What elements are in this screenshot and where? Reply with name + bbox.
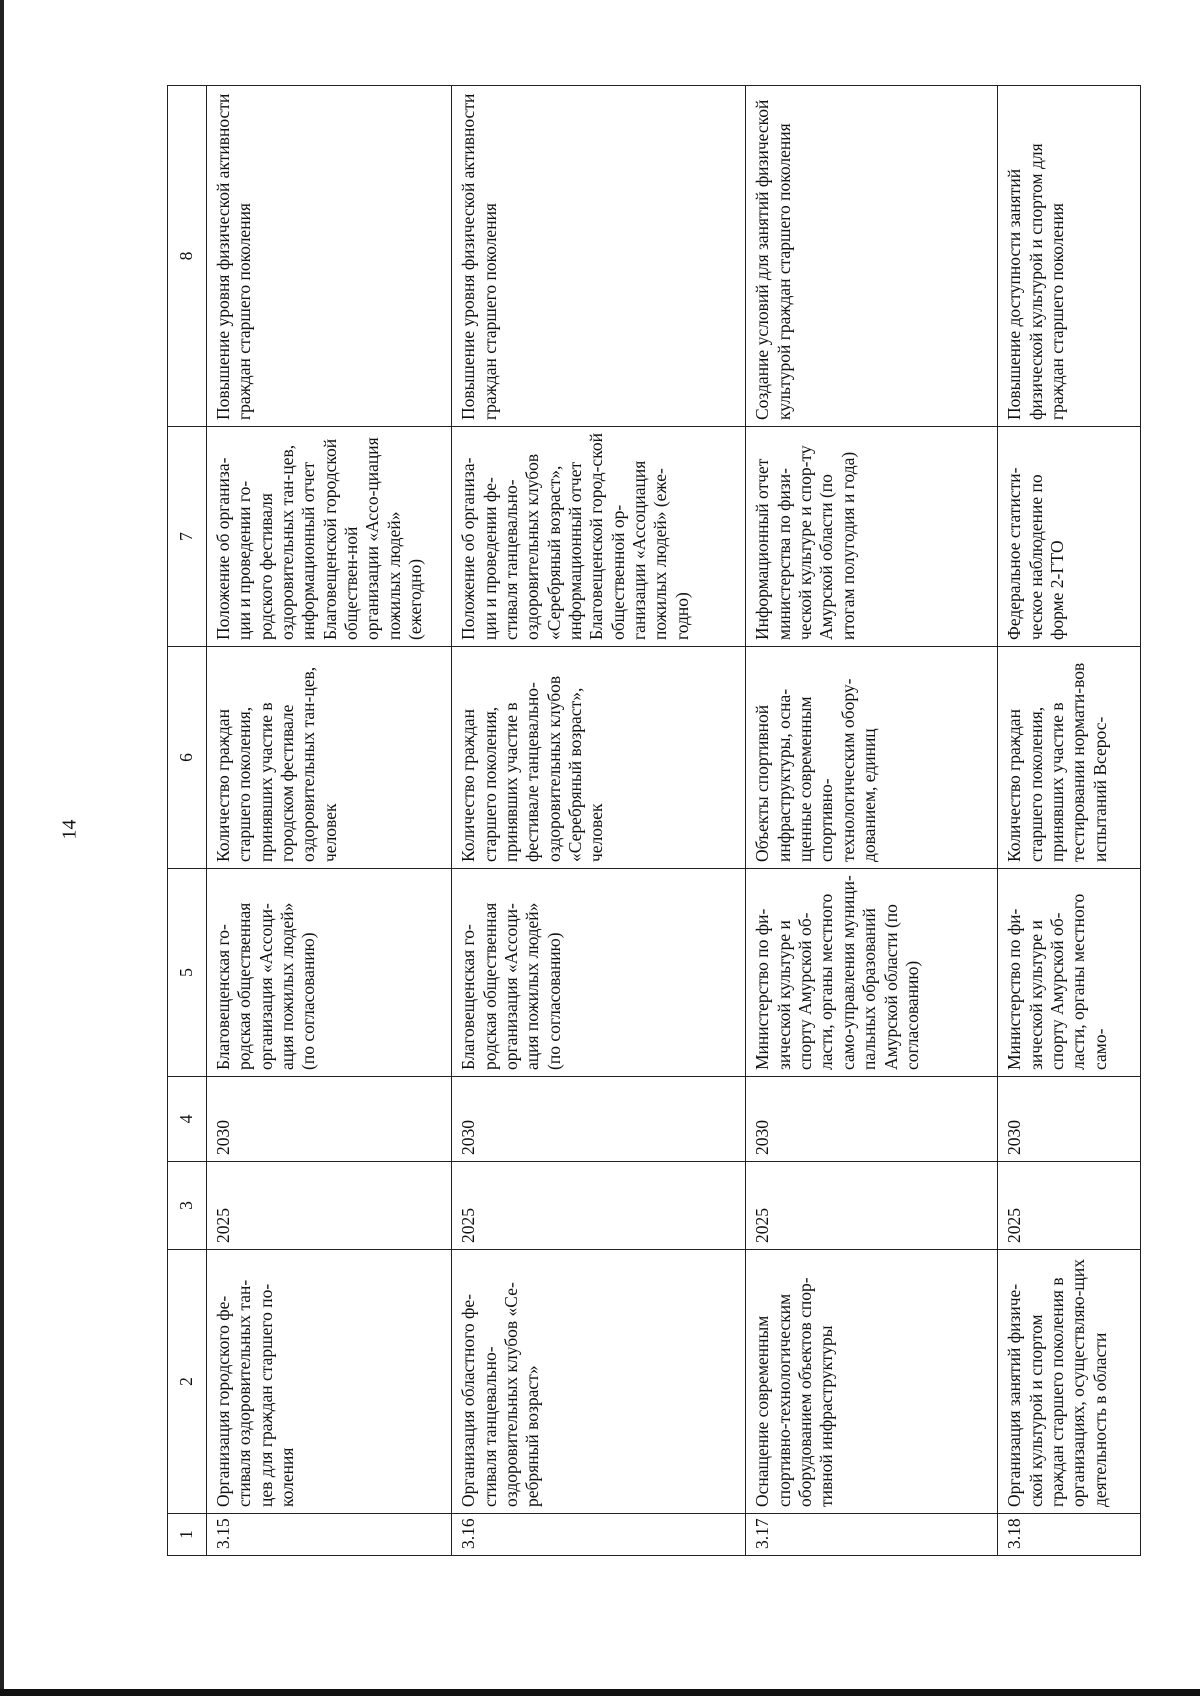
executor-cell: Министерство по фи-зической культуре и спорту Амурской об-ласти, органы местного само- <box>998 869 1141 1077</box>
source-cell: Федеральное статисти-ческое наблюдение по форме 2-ГТО <box>998 427 1141 647</box>
end-year-cell: 2030 <box>998 1077 1141 1162</box>
end-year-cell: 2030 <box>452 1077 746 1162</box>
source-cell: Положение об организа-ции и проведении фе-стиваля танцевально-оздоровительных клубов «Серебряный возраст», информационный отчет Благовещенской город-ской общественной ор-ганизации «Ассоциация пожилых людей» (еже-годно) <box>452 427 746 647</box>
header-col-2: 2 <box>168 1250 207 1514</box>
indicator-cell: Количество граждан старшего поколения, принявших участие в тестировании нормати-вов испытаний Всерос- <box>998 647 1141 869</box>
scan-edge-left <box>0 0 4 1696</box>
activity-cell: Организация областного фе-стиваля танцевально-оздоровительных клубов «Се-ребряный возраст» <box>452 1250 746 1514</box>
start-year-cell: 2025 <box>452 1162 746 1250</box>
indicator-cell: Количество граждан старшего поколения, принявших участие в городском фестивале оздоровительных тан-цев, человек <box>207 647 452 869</box>
result-cell: Создание условий для занятий физической культурой граждан старшего поколения <box>746 86 998 427</box>
row-number: 3.16 <box>452 1514 746 1556</box>
table-row <box>998 86 1141 1556</box>
start-year-cell: 2025 <box>207 1162 452 1250</box>
executor-cell: Благовещенская го-родская общественная организация «Ассоци-ация пожилых людей» (по согласованию) <box>452 869 746 1077</box>
header-col-6: 6 <box>168 647 207 869</box>
header-col-1: 1 <box>168 1514 207 1556</box>
scan-edge-bottom <box>0 1689 1200 1696</box>
table-row <box>452 86 746 1556</box>
activity-cell: Организация занятий физиче-ской культурой и спортом граждан старшего поколения в организациях, осуществляю-щих деятельность в области <box>998 1250 1141 1514</box>
activities-table <box>167 85 1141 1556</box>
row-number: 3.15 <box>207 1514 452 1556</box>
indicator-cell: Объекты спортивной инфраструктуры, осна-щенные современным спортивно-технологическим обору-дованием, единиц <box>746 647 998 869</box>
activity-cell: Организация городского фе-стиваля оздоровительных тан-цев для граждан старшего по-коления <box>207 1250 452 1514</box>
table-header-row <box>168 86 207 1556</box>
end-year-cell: 2030 <box>746 1077 998 1162</box>
executor-cell: Благовещенская го-родская общественная организация «Ассоци-ация пожилых людей» (по согласованию) <box>207 869 452 1077</box>
result-cell: Повышение доступности занятий физической культурой и спортом для граждан старшего поколения <box>998 86 1141 427</box>
result-cell: Повышение уровня физической активности граждан старшего поколения <box>452 86 746 427</box>
header-col-3: 3 <box>168 1162 207 1250</box>
indicator-cell: Количество граждан старшего поколения, принявших участие в фестивале танцевально-оздоровительных клубов «Серебряный возраст», человек <box>452 647 746 869</box>
header-col-4: 4 <box>168 1077 207 1162</box>
header-col-7: 7 <box>168 427 207 647</box>
row-number: 3.17 <box>746 1514 998 1556</box>
source-cell: Положение об организа-ции и проведении го-родского фестиваля оздоровительных тан-цев, информационный отчет Благовещенской городской обществен-ной организации «Ассо-циация пожилых людей» (ежегодно) <box>207 427 452 647</box>
row-number: 3.18 <box>998 1514 1141 1556</box>
header-col-8: 8 <box>168 86 207 427</box>
executor-cell: Министерство по фи-зической культуре и спорту Амурской об-ласти, органы местного само-управления муници-пальных образований Амурской области (по согласованию) <box>746 869 998 1077</box>
page-number: 14 <box>58 819 81 840</box>
source-cell: Информационный отчет министерства по физи-ческой культуре и спор-ту Амурской области (по итогам полугодия и года) <box>746 427 998 647</box>
table-row <box>207 86 452 1556</box>
table-row <box>746 86 998 1556</box>
result-cell: Повышение уровня физической активности граждан старшего поколения <box>207 86 452 427</box>
start-year-cell: 2025 <box>998 1162 1141 1250</box>
end-year-cell: 2030 <box>207 1077 452 1162</box>
start-year-cell: 2025 <box>746 1162 998 1250</box>
activity-cell: Оснащение современным спортивно-технологическим оборудованием объектов спор-тивной инфраструктуры <box>746 1250 998 1514</box>
header-col-5: 5 <box>168 869 207 1077</box>
activities-table-rotated <box>167 86 1141 1556</box>
